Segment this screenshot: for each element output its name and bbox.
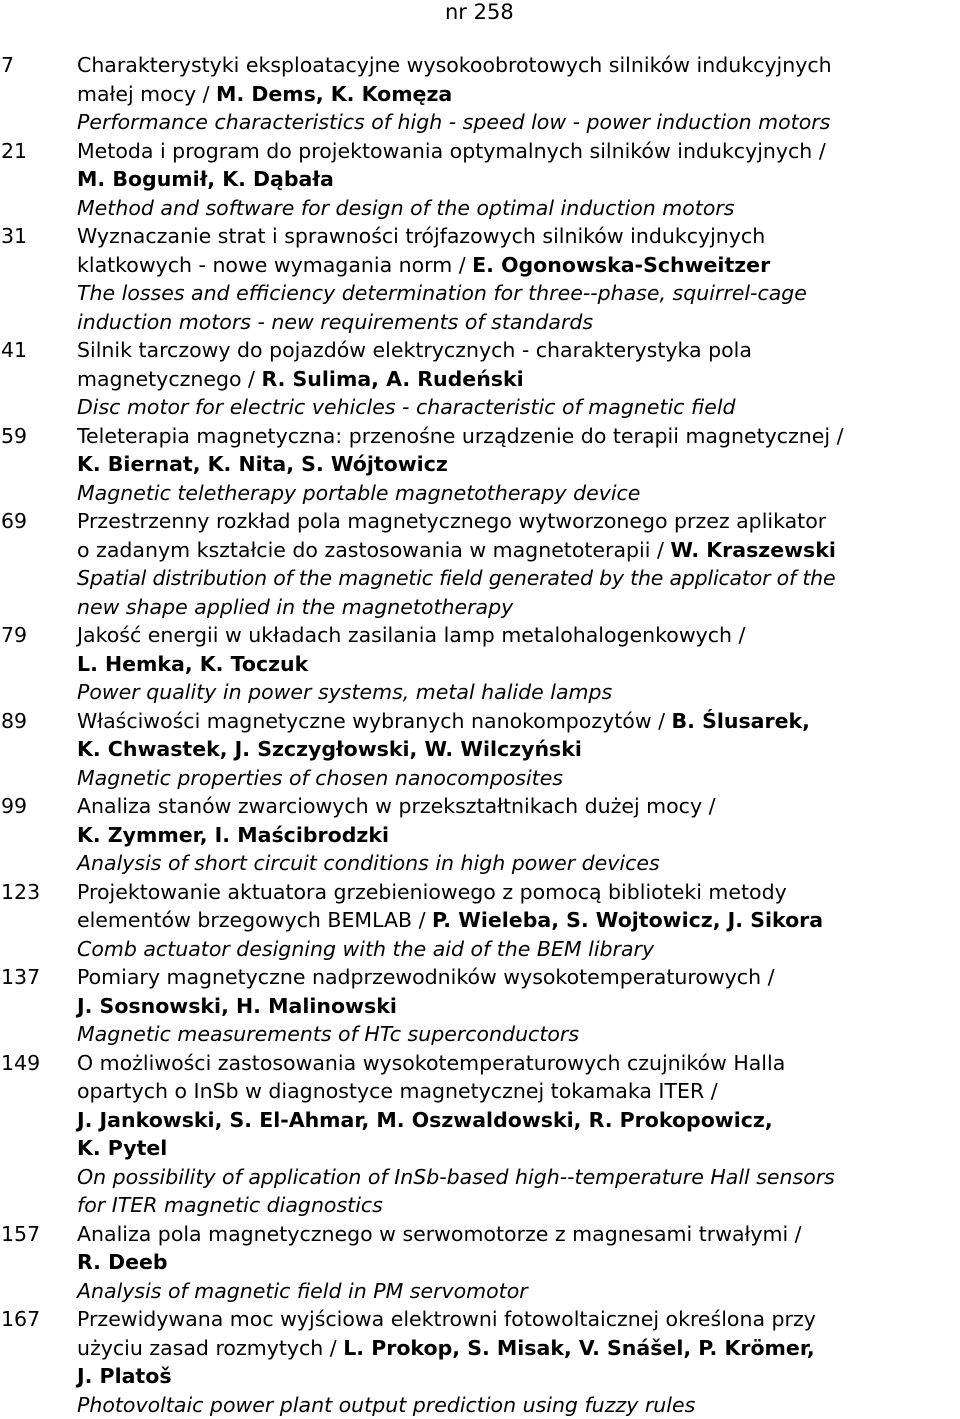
polish-title-end: klatkowych - nowe wymagania norm /: [77, 253, 472, 277]
entry-body: [77, 507, 960, 621]
authors: J. Jankowski, S. El-Ahmar, M. Oszwaldowski, R. Prokopowicz,: [77, 1108, 773, 1132]
authors: K. Zymmer, I. Maścibrodzki: [77, 823, 389, 847]
table-of-contents: [0, 51, 960, 1419]
page-number: 99: [0, 792, 77, 878]
toc-entry: [0, 707, 960, 793]
page-number: 167: [0, 1305, 77, 1419]
polish-title-end: małej mocy /: [77, 82, 216, 106]
title-author-line: [77, 251, 960, 280]
polish-title-line: Charakterystyki eksploatacyjne wysokoobrotowych silników indukcyjnych: [77, 51, 960, 80]
entry-body: [77, 222, 960, 336]
english-title: Magnetic teletherapy portable magnetotherapy device: [77, 479, 960, 508]
title-author-line: [77, 450, 960, 479]
title-author-line: [77, 1334, 960, 1363]
authors: R. Deeb: [77, 1250, 168, 1274]
entry-body: [77, 422, 960, 508]
authors: L. Prokop, S. Misak, V. Snášel, P. Krömer,: [343, 1336, 815, 1360]
english-title: Comb actuator designing with the aid of the BEM library: [77, 935, 960, 964]
page-number: 59: [0, 422, 77, 508]
english-title: for ITER magnetic diagnostics: [77, 1191, 960, 1220]
english-title: Analysis of magnetic field in PM servomotor: [77, 1277, 960, 1306]
english-title: induction motors - new requirements of standards: [77, 308, 960, 337]
title-author-line: [77, 707, 960, 736]
entry-body: [77, 878, 960, 964]
polish-title-line: Przestrzenny rozkład pola magnetycznego wytworzonego przez aplikator: [77, 507, 960, 536]
english-title: Disc motor for electric vehicles - characteristic of magnetic field: [77, 393, 960, 422]
entry-body: [77, 1220, 960, 1306]
polish-title-line: Silnik tarczowy do pojazdów elektrycznych - charakterystyka pola: [77, 336, 960, 365]
entry-body: [77, 1049, 960, 1220]
toc-entry: [0, 792, 960, 878]
english-title: Magnetic properties of chosen nanocomposites: [77, 764, 960, 793]
polish-title-end: magnetycznego /: [77, 367, 261, 391]
polish-title-line: Metoda i program do projektowania optymalnych silników indukcyjnych /: [77, 137, 960, 166]
page-number: 69: [0, 507, 77, 621]
title-author-line: [77, 1248, 960, 1277]
authors-continued: J. Platoš: [77, 1362, 960, 1391]
page-number: 31: [0, 222, 77, 336]
toc-entry: [0, 878, 960, 964]
polish-title-line: Teleterapia magnetyczna: przenośne urządzenie do terapii magnetycznej /: [77, 422, 960, 451]
authors: M. Dems, K. Komęza: [216, 82, 452, 106]
authors: L. Hemka, K. Toczuk: [77, 652, 308, 676]
authors: E. Ogonowska-Schweitzer: [472, 253, 770, 277]
english-title: new shape applied in the magnetotherapy: [77, 593, 960, 622]
authors: M. Bogumił, K. Dąbała: [77, 167, 334, 191]
toc-entry: [0, 621, 960, 707]
authors-continued: K. Chwastek, J. Szczygłowski, W. Wilczyński: [77, 735, 960, 764]
authors: K. Biernat, K. Nita, S. Wójtowicz: [77, 452, 448, 476]
toc-entry: [0, 422, 960, 508]
authors-continued: K. Pytel: [77, 1134, 960, 1163]
title-author-line: [77, 821, 960, 850]
english-title: Photovoltaic power plant output prediction using fuzzy rules: [77, 1391, 960, 1419]
polish-title-line: opartych o InSb w diagnostyce magnetycznej tokamaka ITER /: [77, 1077, 960, 1106]
english-title: Spatial distribution of the magnetic field generated by the applicator of the: [77, 564, 960, 593]
entry-body: [77, 51, 960, 137]
toc-entry: [0, 222, 960, 336]
page-number: 79: [0, 621, 77, 707]
entry-body: [77, 336, 960, 422]
polish-title-line: Projektowanie aktuatora grzebieniowego z pomocą biblioteki metody: [77, 878, 960, 907]
english-title: On possibility of application of InSb-based high--temperature Hall sensors: [77, 1163, 960, 1192]
polish-title-end: elementów brzegowych BEMLAB /: [77, 908, 432, 932]
toc-entry: [0, 51, 960, 137]
page-number: 157: [0, 1220, 77, 1306]
entry-body: [77, 1305, 960, 1419]
authors: R. Sulima, A. Rudeński: [261, 367, 523, 391]
toc-entry: [0, 507, 960, 621]
toc-entry: [0, 1305, 960, 1419]
title-author-line: [77, 992, 960, 1021]
toc-entry: [0, 963, 960, 1049]
page-number: 137: [0, 963, 77, 1049]
toc-entry: [0, 137, 960, 223]
polish-title-line: Pomiary magnetyczne nadprzewodników wysokotemperaturowych /: [77, 963, 960, 992]
page-number: 149: [0, 1049, 77, 1220]
page-number: 89: [0, 707, 77, 793]
toc-entry: [0, 1220, 960, 1306]
page-number: 7: [0, 51, 77, 137]
toc-entry: [0, 336, 960, 422]
english-title: Power quality in power systems, metal halide lamps: [77, 678, 960, 707]
polish-title-line: Jakość energii w układach zasilania lamp metalohalogenkowych /: [77, 621, 960, 650]
entry-body: [77, 707, 960, 793]
english-title: Analysis of short circuit conditions in high power devices: [77, 849, 960, 878]
title-author-line: [77, 365, 960, 394]
polish-title-line: Przewidywana moc wyjściowa elektrowni fotowoltaicznej określona przy: [77, 1305, 960, 1334]
polish-title-line: Analiza stanów zwarciowych w przekształtnikach dużej mocy /: [77, 792, 960, 821]
polish-title-end: Właściwości magnetyczne wybranych nanokompozytów /: [77, 709, 672, 733]
title-author-line: [77, 80, 960, 109]
polish-title-end: użyciu zasad rozmytych /: [77, 1336, 343, 1360]
authors: P. Wieleba, S. Wojtowicz, J. Sikora: [432, 908, 823, 932]
toc-entry: [0, 1049, 960, 1220]
authors: J. Sosnowski, H. Malinowski: [77, 994, 397, 1018]
title-author-line: [77, 1106, 960, 1135]
authors: W. Kraszewski: [670, 538, 836, 562]
english-title: The losses and efficiency determination for three--phase, squirrel-cage: [77, 279, 960, 308]
authors: B. Ślusarek,: [672, 709, 810, 733]
page-reference: nr 258: [445, 0, 514, 24]
entry-body: [77, 137, 960, 223]
polish-title-line: Analiza pola magnetycznego w serwomotorze z magnesami trwałymi /: [77, 1220, 960, 1249]
page-number: 21: [0, 137, 77, 223]
entry-body: [77, 963, 960, 1049]
title-author-line: [77, 536, 960, 565]
title-author-line: [77, 906, 960, 935]
entry-body: [77, 792, 960, 878]
polish-title-line: Wyznaczanie strat i sprawności trójfazowych silników indukcyjnych: [77, 222, 960, 251]
page-number: 41: [0, 336, 77, 422]
title-author-line: [77, 165, 960, 194]
english-title: Method and software for design of the optimal induction motors: [77, 194, 960, 223]
english-title: Magnetic measurements of HTc superconductors: [77, 1020, 960, 1049]
entry-body: [77, 621, 960, 707]
page-number: 123: [0, 878, 77, 964]
polish-title-line: O możliwości zastosowania wysokotemperaturowych czujników Halla: [77, 1049, 960, 1078]
polish-title-end: o zadanym kształcie do zastosowania w magnetoterapii /: [77, 538, 670, 562]
title-author-line: [77, 650, 960, 679]
english-title: Performance characteristics of high - speed low - power induction motors: [77, 108, 960, 137]
